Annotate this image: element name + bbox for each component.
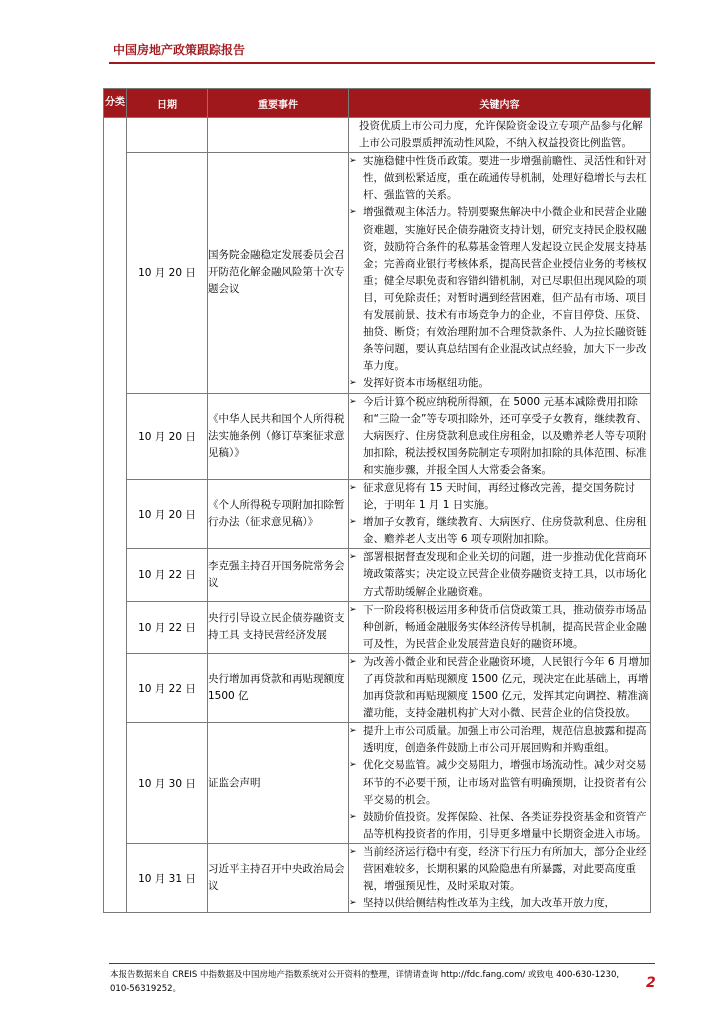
bullet-text: 征求意见将有 15 天时间，再经过修改完善，提交国务院讨论，于明年 1 月 1 日实施。 — [363, 481, 636, 512]
table-row — [104, 479, 651, 548]
bullet-item — [349, 895, 650, 912]
bullet-item — [349, 602, 650, 653]
bullet-item — [349, 514, 650, 548]
bullet-text: 发挥好资本市场枢纽功能。 — [363, 377, 489, 390]
table-header-row — [104, 89, 651, 118]
bullet-text: 增强微观主体活力。特别要聚焦解决中小微企业和民营企业融资难题，实施好民企债券融资支持计划，研究支持民企股权融资，鼓励符合条件的私募基金管理人发起设立民企发展支持基金；完善商业银行考核体系，提高民营企业授信业务的考核权重；健全尽职免责和容错纠错机制，对已尽职但出现风险的项目，可免除责任；对暂时遇到经营困难，但产品有市场、项目有发展前景、技术有市场竞争力的企业，不盲目停贷、压贷、抽贷、断贷；有效治理附加不合理贷款条件、人为拉长融资链条等问题，要认真总结国有企业混改试点经验，加大下一步改革力度。 — [363, 206, 647, 373]
footnote: 本报告数据来自 CREIS 中指数据及中国房地产指数系统对公开资料的整理，详情请查询 http://fdc.fang.com/ 或致电 400-630-1230, 010-56319252。 — [110, 970, 620, 994]
bullet-text: 今后计算个税应纳税所得额，在 5000 元基本减除费用扣除和“三险一金”等专项扣除外，还可享受子女教育，继续教育、大病医疗、住房贷款利息或住房租金，以及赡养老人等专项附加扣除，税法授权国务院制定专项附加扣除的具体范围、标准和实施步骤，并报全国人大常委会备案。 — [363, 395, 647, 476]
bullet-item — [349, 654, 650, 722]
event-cell: 李克强主持召开国务院常务会议 — [208, 549, 349, 601]
bullet-text: 增加子女教育，继续教育、大病医疗、住房贷款利息、住房租金、赡养老人支出等 6 项专项附加扣除。 — [363, 516, 647, 546]
content-cell — [349, 118, 651, 153]
date-cell: 10 月 30 日 — [127, 723, 208, 844]
arrow-bullet-icon: ➢ — [349, 207, 357, 218]
event-cell: 国务院金融稳定发展委员会召开防范化解金融风险第十次专题会议 — [208, 153, 349, 393]
bullet-item — [349, 809, 650, 843]
bullet-list — [349, 394, 650, 479]
bullet-text: 实施稳健中性货币政策。要进一步增强前瞻性、灵活性和针对性，做到松紧适度，重在疏通传导机制，处理好稳增长与去杠杆、强监管的关系。 — [363, 155, 647, 202]
date-cell: 10 月 20 日 — [127, 153, 208, 393]
bullet-text: 当前经济运行稳中有变，经济下行压力有所加大，部分企业经营困难较多，长期积累的风险隐患有所暴露，对此要高度重视，增强预见性，及时采取对策。 — [363, 845, 647, 893]
arrow-bullet-icon: ➢ — [349, 760, 357, 771]
bullet-list — [349, 153, 650, 392]
arrow-bullet-icon: ➢ — [349, 898, 357, 909]
content-cell — [349, 549, 651, 601]
bullet-item — [349, 204, 650, 375]
table-row — [104, 153, 651, 393]
column-header-date: 日期 — [127, 89, 208, 118]
event-cell — [208, 118, 349, 153]
content-cell — [349, 653, 651, 722]
bullet-item — [349, 480, 650, 514]
column-header-content: 关键内容 — [349, 89, 651, 118]
category-cell — [104, 118, 127, 913]
date-cell: 10 月 22 日 — [127, 653, 208, 722]
table-row — [104, 601, 651, 653]
column-header-category: 分类 — [104, 89, 127, 118]
bullet-text: 坚持以供给侧结构性改革为主线，加大改革开放力度， — [363, 897, 615, 910]
table-row — [104, 549, 651, 601]
arrow-bullet-icon: ➢ — [349, 396, 357, 407]
policy-table — [103, 88, 651, 913]
date-cell: 10 月 20 日 — [127, 393, 208, 479]
arrow-bullet-icon: ➢ — [349, 552, 357, 563]
bullet-text: 优化交易监管。减少交易阻力，增强市场流动性。减少对交易环节的不必要干预，让市场对监管有明确预期，让投资者有公平交易的机会。 — [363, 759, 647, 806]
content-cell — [349, 153, 651, 393]
bullet-list — [349, 480, 650, 548]
bullet-item — [349, 394, 650, 479]
bullet-text: 提升上市公司质量。加强上市公司治理，规范信息披露和提高透明度，创造条件鼓励上市公司开展回购和并购重组。 — [363, 725, 647, 755]
arrow-bullet-icon: ➢ — [349, 811, 357, 822]
event-cell: 央行增加再贷款和再贴现额度 1500 亿 — [208, 653, 349, 722]
event-cell: 央行引导设立民企债券融资支持工具 支持民营经济发展 — [208, 601, 349, 653]
content-cell — [349, 723, 651, 844]
arrow-bullet-icon: ➢ — [349, 726, 357, 737]
report-title: 中国房地产政策跟踪报告 — [113, 43, 246, 57]
bullet-text: 下一阶段将积极运用多种货币信贷政策工具，推动债券市场品种创新，畅通金融服务实体经济传导机制，提高民营企业金融可及性，为民营企业发展营造良好的融资环境。 — [363, 603, 647, 650]
arrow-bullet-icon: ➢ — [349, 656, 357, 667]
arrow-bullet-icon: ➢ — [349, 378, 357, 389]
arrow-bullet-icon: ➢ — [349, 604, 357, 615]
bullet-item — [349, 723, 650, 757]
column-header-event: 重要事件 — [208, 89, 349, 118]
bullet-text: 为改善小微企业和民营企业融资环境，人民银行今年 6 月增加了再贷款和再贴现额度 1500 亿元，现决定在此基础上，再增加再贷款和再贴现额度 1500 亿元，发挥其定向调控、精准滴灌功能，支持金融机构扩大对小微、民营企业的信贷投放。 — [363, 655, 650, 720]
table-row — [104, 393, 651, 479]
table-row — [104, 843, 651, 912]
header-rule — [109, 62, 655, 64]
content-cell — [349, 393, 651, 479]
bullet-text: 鼓励价值投资。发挥保险、社保、各类证券投资基金和资管产品等机构投资者的作用，引导更多增量中长期资金进入市场。 — [363, 810, 647, 840]
arrow-bullet-icon: ➢ — [349, 482, 357, 493]
date-cell — [127, 118, 208, 153]
table-body — [104, 118, 651, 913]
date-cell: 10 月 22 日 — [127, 549, 208, 601]
footer-rule — [109, 963, 655, 964]
bullet-item — [349, 549, 650, 600]
event-cell: 习近平主持召开中央政治局会议 — [208, 843, 349, 912]
bullet-text: 部署根据督查发现和企业关切的问题，进一步推动优化营商环境政策落实；决定设立民营企业债券融资支持工具，以市场化方式帮助缓解企业融资难。 — [363, 551, 647, 598]
bullet-item — [349, 757, 650, 808]
bullet-list — [349, 654, 650, 722]
event-cell: 《个人所得税专项附加扣除暂行办法（征求意见稿）》 — [208, 479, 349, 548]
content-cell — [349, 843, 651, 912]
arrow-bullet-icon: ➢ — [349, 846, 357, 857]
page-number: 2 — [646, 975, 656, 991]
bullet-list — [349, 602, 650, 653]
content-cell — [349, 479, 651, 548]
bullet-list — [349, 549, 650, 600]
arrow-bullet-icon: ➢ — [349, 156, 357, 167]
bullet-item — [349, 153, 650, 204]
bullet-list — [349, 844, 650, 912]
table-row — [104, 653, 651, 722]
bullet-list — [349, 723, 650, 843]
event-cell: 证监会声明 — [208, 723, 349, 844]
content-paragraph: 投资优质上市公司力度，允许保险资金设立专项产品参与化解上市公司股票质押流动性风险，不纳入权益投资比例监管。 — [359, 120, 643, 150]
bullet-item — [349, 375, 650, 392]
date-cell: 10 月 22 日 — [127, 601, 208, 653]
table-row — [104, 118, 651, 153]
bullet-item — [349, 844, 650, 895]
arrow-bullet-icon: ➢ — [349, 517, 357, 528]
content-cell — [349, 601, 651, 653]
date-cell: 10 月 20 日 — [127, 479, 208, 548]
date-cell: 10 月 31 日 — [127, 843, 208, 912]
event-cell: 《中华人民共和国个人所得税法实施条例（修订草案征求意见稿）》 — [208, 393, 349, 479]
table-row — [104, 723, 651, 844]
